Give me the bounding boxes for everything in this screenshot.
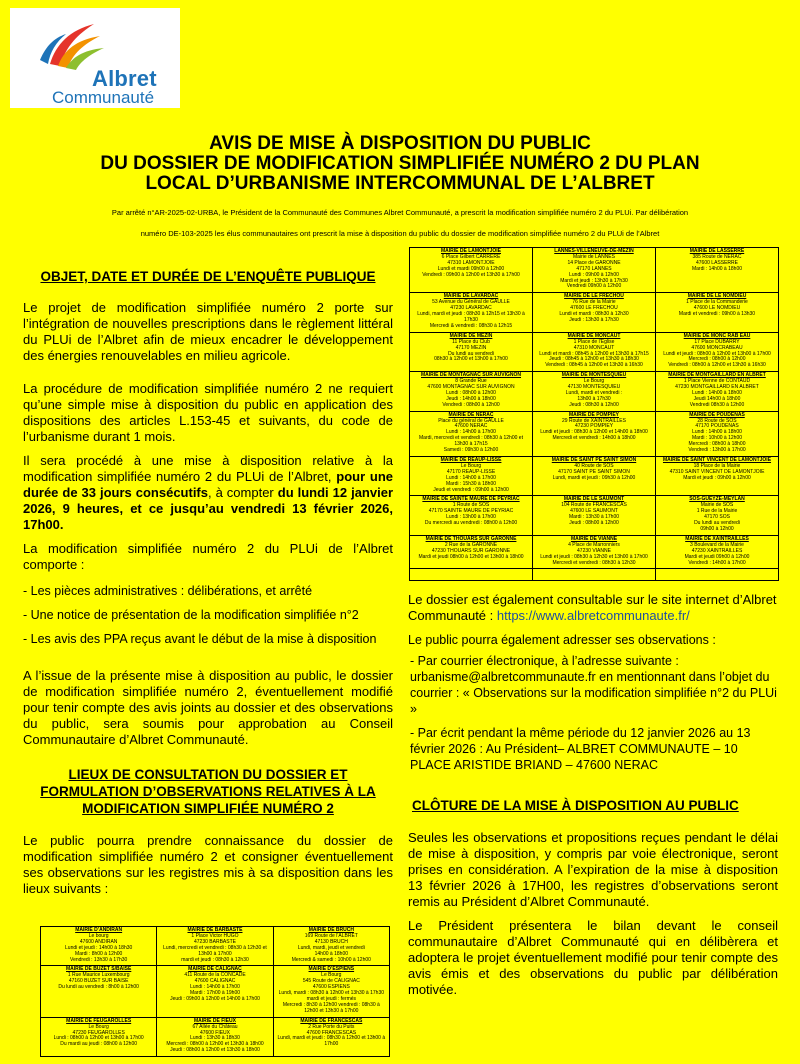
mairie-detail-line: Lundi, mardi et vendredi : <box>565 389 623 396</box>
mairie-detail-line: Vendredi : 08h45 à 12h00 et 13h30 à 16h30 <box>545 362 643 369</box>
mairie-detail-line: Lundi, mardi et jeudi : 09h30 à 12h00 <box>552 474 636 481</box>
mairie-name: MAIRIE DE FIEUX <box>194 1017 236 1024</box>
mairie-detail-line: 47170 REAUP-LISSE <box>446 468 496 475</box>
mairie-detail-line: 47600 MONTAGNAC SUR AUVIGNON <box>427 384 515 391</box>
mairie-detail-line: Lundi, mardi et jeudi : 08h30 à 12h15 et 13h30 à 17h30 <box>417 311 525 323</box>
mairie-detail-line: Lundi : 08h00 à 12h00 <box>446 389 496 396</box>
mairie-detail-line: 08h30 à 12h00 et 13h00 à 17h00 <box>434 356 508 363</box>
left-column <box>23 262 393 897</box>
mairie-detail-line: Mercredi et vendredi : 14h00 à 18h00 <box>552 435 636 442</box>
mairie-cell <box>533 372 656 411</box>
mairie-detail-line: Mercredi : 08h00 à 18h00 <box>688 441 746 448</box>
mairie-detail-line: 2 Rue Porte du Puits <box>308 1023 355 1030</box>
mairie-detail-line: 47600 FRANCESCAS <box>306 1029 357 1036</box>
table-row <box>410 248 779 293</box>
mairie-cell <box>533 332 656 371</box>
mairie-detail-line: 3 Boulevard de la Mairie <box>690 541 744 548</box>
mairie-detail-line: 47170 LANNES <box>576 265 612 272</box>
mairie-name: MAIRIE DE LAVARDAC <box>443 293 499 300</box>
mairie-name: MAIRIE DE MEZIN <box>449 332 493 339</box>
mairie-detail-line: Mercredi : 08h00 à 12h00 et 13h30 à 18h00 <box>166 1041 264 1048</box>
mairie-detail-line: 47310 LAMONTJOIE <box>447 259 495 266</box>
paragraph-projet: Le projet de modification simplifiée numéro 2 porte sur l’intégration de nouvelles prescriptions dans le règlement littéral du PLUi de l’Albret afin de mieux encadrer le développement des énergies renouvelables en milieu agricole. <box>23 300 393 363</box>
mairie-detail-line: 11 Place du Club <box>452 338 490 345</box>
table-row <box>410 372 779 411</box>
mairie-name: MAIRIE DE THOUARS SUR GARONNE <box>425 535 517 542</box>
observation-email: - Par courrier électronique, à l’adresse suivante : urbanisme@albretcommunaute.fr en mentionnant dans l’objet du courrier : « Observations sur la modification simplifiée n°2 du PLUi » <box>410 654 777 716</box>
table-row <box>410 569 779 581</box>
mairie-name: MAIRIE DE REAUP-LISSE <box>440 457 502 463</box>
mairie-detail-line: 47170 POUDENAS <box>695 423 739 430</box>
mairie-detail-line: Le Bourg <box>321 972 342 979</box>
website-link[interactable]: https://www.albretcommunaute.fr/ <box>496 608 690 623</box>
observation-courrier: - Par écrit pendant la même période du 12 janvier 2026 au 13 février 2026 : Au Président– ALBRET COMMUNAUTE – 10 PLACE ARISTIDE BRIAND – 47600 NERAC <box>410 726 751 772</box>
mairie-detail-line: Lundi et jeudi : 08h30 à 12h00 et 14h00 à 18h00 <box>540 429 648 436</box>
mairie-detail-line: 47130 MONTESQUIEU <box>567 384 621 391</box>
decree-line-1: Par arrêté n°AR-2025-02-URBA, le Président de la Communauté des Communes Albret Communauté, a prescrit la modification simplifiée numéro 2 du PLUi. Par délibération <box>111 208 689 217</box>
mairie-cell <box>41 966 157 1017</box>
mairie-name: MAIRIE DE SAINT VINCENT DE LAMONTJOIE <box>662 457 772 463</box>
mairie-detail-line: Mardi : 10h00 à 12h00 <box>691 435 743 442</box>
mairie-cell <box>533 411 656 456</box>
mairie-name: MAIRIE DE MONTGAILLARD EN ALBRET <box>668 372 766 379</box>
section-heading-lieux: LIEUX DE CONSULTATION DU DOSSIER ET FORMULATION D’OBSERVATIONS RELATIVES À LA MODIFICATION SIMPLIFIÉE NUMÉRO 2 <box>40 767 376 816</box>
mairie-cell <box>410 496 533 535</box>
decree-line-2: numéro DE-103-2025 les élus communautaires ont prescrit la mise à disposition du public du dossier de modification simplifiée numéro 2 du PLUi de l’Albret <box>140 229 660 238</box>
mairie-detail-line: Du lundi au vendredi : 8h00 à 12h00 <box>58 984 139 991</box>
mairie-detail-line: 8 Grande Rue <box>455 378 487 385</box>
mairie-cell <box>273 927 389 966</box>
mairie-detail-line: Mardi : 14h00 à 18h00 <box>691 265 743 272</box>
mairie-detail-line: Le Bourg <box>460 462 482 469</box>
decree-text <box>40 202 760 244</box>
mairie-cell <box>410 569 533 581</box>
mairie-name: MAIRIE DE LE SAUMONT <box>563 496 625 503</box>
table-row <box>410 457 779 496</box>
mairie-cell <box>410 411 533 456</box>
paragraph-bilan: Le Président présentera le bilan devant le conseil communautaire d’Albret Communauté qui en délibèrera et adoptera le projet éventuellement modifié pour tenir compte des avis émis et des observations du public par délibération motivée. <box>408 918 778 997</box>
mairie-cell <box>656 496 779 535</box>
mairie-detail-line: Lundi et jeudi : 08h00 à 12h00 et 13h00 à 17h00 <box>663 350 771 357</box>
table-row <box>410 496 779 535</box>
duree-text-b: pour une durée de 33 jours consécutifs <box>23 469 394 500</box>
document-list-item: - Une notice de présentation de la modification simplifiée n°2 <box>23 608 359 622</box>
mairie-detail-line: Lundi : 14h00 à 17h00 <box>190 984 240 991</box>
mairie-name: MAIRIE DE POMPIEY <box>568 411 619 418</box>
mairie-detail-line: Mairie de SOS <box>700 502 734 509</box>
mairie-cell <box>656 457 779 496</box>
mairie-detail-line: 47230 THOUARS SUR GARONNE <box>431 547 511 554</box>
duree-text-d: du lundi 12 janvier 2026, 9 heures, et ce jusqu’au vendredi 13 février 2026, 17h00. <box>23 485 393 532</box>
mairie-name: MAIRIE DE POUDENAS <box>689 411 745 418</box>
mairie-detail-line: Lundi, mercredi et vendredi : 08h30 à 12h30 et 13h00 à 17h00 <box>163 944 267 957</box>
mairie-cell <box>410 248 533 293</box>
section-heading-cloture: CLÔTURE DE LA MISE À DISPOSITION AU PUBLIC <box>412 798 739 813</box>
mairie-detail-line: Vendredi 08h30 à 12h00 <box>689 401 745 408</box>
mairie-name: MAIRIE DE NERAC <box>448 411 494 418</box>
mairie-detail-line: 14h00 à 18h00 <box>314 950 349 957</box>
mairie-detail-line: Du lundi au vendredi <box>694 520 740 527</box>
paragraph-duree <box>23 453 393 533</box>
mairie-detail-line: Mardi et vendredi : 09h00 à 13h30 <box>678 311 756 318</box>
mairie-cell <box>533 496 656 535</box>
mairie-detail-line: 1 Place de l’Eglise <box>573 338 615 345</box>
mairie-detail-line: Vendredi : 09h00 à 12h00 et 13h30 à 17h00 <box>422 271 520 278</box>
mairie-detail-line: 47310 MONCAUT <box>573 344 615 351</box>
mairie-cell <box>273 1017 389 1056</box>
mairie-detail-line: 47230 FEUGAROLLES <box>72 1029 125 1036</box>
mairie-detail-line: mardi et jeudi : 08h30 à 12h30 <box>181 956 249 963</box>
mairie-cell <box>41 1017 157 1056</box>
mairie-name: MAIRIE DE MONTAGNAC SUR AUVIGNON <box>421 372 521 379</box>
mairie-detail-line: Jeudi 14h00 à 18h00 <box>693 395 741 402</box>
mairie-name: MAIRIE DE MONC RAB EAU <box>683 332 751 339</box>
document-list <box>23 583 393 647</box>
mairie-detail-line: 13h00 à 17h30 <box>577 395 611 402</box>
mairies-table-right <box>409 247 779 581</box>
table-row <box>41 927 390 966</box>
mairie-detail-line: Mardi et jeudi 08h00 à 12h00 et 13h00 à 18h00 <box>418 553 524 560</box>
mairie-detail-line: 67 Allée du Château <box>192 1023 238 1030</box>
mairie-cell <box>533 569 656 581</box>
mairie-detail-line: Le Bourg <box>88 1023 109 1030</box>
mairie-detail-line: 47600 LE NOMDIEU <box>693 305 741 312</box>
mairie-detail-line: Mairie de LANNES <box>573 253 615 260</box>
mairie-detail-line: 28 Route de SOS <box>697 417 737 424</box>
duree-text-c: , à compter <box>208 485 278 500</box>
duree-text-a: Il sera procédé à une mise à disposition relative à la modification simplifiée numéro 2 du PLUi de l’Albret, <box>23 453 393 484</box>
mairie-detail-line: 47600 NERAC <box>454 423 488 430</box>
mairie-detail-line: Vendredi : 13h00 à 17h00 <box>688 447 746 454</box>
mairie-detail-line: Jeudi : 08h30 à 12h00 <box>569 401 619 408</box>
mairie-detail-line: Mardi, mercredi et vendredi : 08h30 à 12h00 et 13h30 à 17h15 <box>419 435 523 448</box>
mairie-cell <box>410 535 533 569</box>
mairie-detail-line: 47170 SAINT PE SAINT SIMON <box>558 468 630 475</box>
mairie-detail-line: Lundi : 14h00 à 17h00 <box>446 429 496 436</box>
mairie-detail-line: Lundi : 14h00 à 18h00 <box>692 389 742 396</box>
table-row <box>410 332 779 371</box>
mairie-cell <box>410 457 533 496</box>
notice-title <box>40 134 760 194</box>
mairie-cell <box>656 535 779 569</box>
mairie-detail-line: Mardi : 8h00 à 12h00 <box>75 950 123 957</box>
mairie-detail-line: Mercredi & samedi : 10h00 à 12h00 <box>291 956 371 963</box>
mairie-detail-line: Mardi : 13h30 à 17h00 <box>568 514 620 521</box>
mairie-detail-line: Lundi et mardi : 08h30 à 12h30 <box>559 311 629 318</box>
mairie-cell <box>410 372 533 411</box>
mairie-detail-line: Lundi, mardi : 08h30 à 12h00 et 13h30 à 17h30 mardi et jeudi : fermés <box>278 990 385 1002</box>
mairie-detail-line: Vendredi : 08h00 à 12h00 et 13h30 à 16h30 <box>668 362 766 369</box>
mairie-name: MAIRIE DE FRANCESCAS <box>300 1017 363 1024</box>
mairie-detail-line: 545 Route de CALIGNAC <box>302 978 360 985</box>
mairie-detail-line: Du mardi au jeudi : 08h00 à 12h00 <box>60 1041 138 1048</box>
mairie-detail-line: 17 Place DUBARRY <box>694 338 740 345</box>
mairie-cell <box>157 966 273 1017</box>
section-heading-objet: OBJET, DATE ET DURÉE DE L’ENQUÊTE PUBLIQUE <box>40 269 376 284</box>
mairie-name: MAIRIE DE LE FRECHOU <box>564 293 624 300</box>
mairie-cell <box>656 293 779 332</box>
mairie-cell <box>157 1017 273 1056</box>
mairie-detail-line: 1 Rue Maurice Luxembourg <box>67 972 130 979</box>
mairie-name: MAIRIE DE SAINTE MAURE DE PEYRIAC <box>422 496 520 503</box>
mairie-detail-line: Mercredi : 8h30 à 12h00 vendredi : 08h30 à 12h00 et 13h30 à 17h00 <box>282 1001 380 1014</box>
mairie-detail-line: 09h00 à 12h00 <box>700 525 734 532</box>
mairie-name: LANNES-VILLENEUVE-DE-MÉZIN <box>554 248 634 254</box>
logo-text-communaute: Communauté <box>52 88 155 107</box>
mairie-name: MAIRIE DE BUZET S/BAISE <box>66 966 132 973</box>
mairie-detail-line: 47130 BRUCH <box>314 938 348 945</box>
mairie-name: MAIRIE D’ESPIENS <box>308 966 355 973</box>
mairie-detail-line: Du lundi au vendredi <box>448 350 494 357</box>
mairie-detail-line: 76 Rue de la Mairie <box>572 299 616 306</box>
mairie-detail-line: Jeudi : 08h00 à 12h00 <box>569 520 619 527</box>
paragraph-site-internet <box>408 592 778 624</box>
mairie-cell <box>656 411 779 456</box>
mairie-detail-line: Mercredi & vendredi : 08h30 à 12h15 <box>429 322 513 329</box>
mairie-detail-line: Jeudi : 08h45 à 12h00 et 13h30 à 18h30 <box>549 356 639 363</box>
mairie-name: MAIRIE DE BRUCH <box>308 927 354 933</box>
mairie-cell <box>533 535 656 569</box>
mairie-detail-line: 47230 LAVARDAC <box>450 305 492 312</box>
mairie-name: MAIRIE DE MONTESQUIEU <box>561 372 627 379</box>
mairie-detail-line: 14 Place de GARONNE <box>567 259 621 266</box>
mairie-detail-line: Lundi : 09h00 à 12h00 <box>569 271 619 278</box>
mairie-cell <box>656 332 779 371</box>
mairie-detail-line: 2 Rue de la GARONNE <box>444 541 498 548</box>
mairie-detail-line: Mardi : 17h00 à 19h00 <box>189 990 241 997</box>
mairie-name: MAIRIE DE XAINTRAILLES <box>685 535 749 542</box>
paragraph-procedure: La procédure de modification simplifiée numéro 2 ne requiert qu’une simple mise à disposition du public en application des dispositions des articles L.153-45 et suivants, du code de l’urbanisme durant 1 mois. <box>23 381 393 444</box>
mairie-detail-line: 40 Route de SOS <box>574 462 614 469</box>
table-row <box>410 535 779 569</box>
mairie-detail-line: Le bourg <box>88 932 109 939</box>
mairie-detail-line: Lundi : 14h00 à 18h00 <box>692 429 742 436</box>
mairie-name: MAIRIE DE VIANNE <box>570 535 618 542</box>
mairie-detail-line: Mercredi et vendredi : 08h30 à 12h30 <box>552 559 636 566</box>
mairie-detail-line: Lundi : 13h30 à 18h30 <box>190 1035 240 1042</box>
mairie-detail-line: 104 Route de FRANCESCAS <box>561 502 627 509</box>
mairie-name: MAIRIE DE SAINT PE SAINT SIMON <box>551 457 637 463</box>
mairie-cell <box>410 332 533 371</box>
mairie-detail-line: 47230 POMPIEY <box>574 423 614 430</box>
mairie-detail-line: Jeudi : 09h00 à 12h00 et 14h00 à 17h00 <box>170 995 260 1002</box>
mairie-detail-line: 1 Rue de la Mairie <box>696 508 738 515</box>
mairie-detail-line: Samedi : 09h30 à 12h00 <box>443 447 499 454</box>
mairie-detail-line: Lundi et jeudi : 14h00 à 18h30 <box>65 944 133 951</box>
document-list-item: - Les avis des PPA reçus avant le début de la mise à disposition <box>23 632 377 646</box>
mairie-detail-line: 47230 VIANNE <box>577 547 611 554</box>
title-line-1: AVIS DE MISE À DISPOSITION DU PUBLIC <box>209 133 591 154</box>
mairie-detail-line: 53 Avenue du Général de GAULLE <box>432 299 510 306</box>
title-line-3: LOCAL D’URBANISME INTERCOMMUNAL DE L’ALBRET <box>145 173 655 194</box>
mairie-name: MAIRIE DE LASSERRE <box>689 248 745 254</box>
mairie-detail-line: 6 Place Gilbert CARRERE <box>441 253 501 260</box>
mairie-detail-line: Vendredi : 08h00 à 12h00 <box>442 401 500 408</box>
mairie-cell <box>533 457 656 496</box>
paragraph-lieux: Le public pourra prendre connaissance du dossier de modification simplifiée numéro 2 et consigner éventuellement ses observations sur les registres mis à sa disposition dans les lieux suivants : <box>23 833 393 896</box>
mairie-detail-line: 1 Place Vienne de CONTAUD <box>683 378 751 385</box>
mairie-detail-line: 169 Route de l’ALBRET <box>304 932 358 939</box>
mairie-cell <box>41 927 157 966</box>
mairie-detail-line: Jeudi : 14h00 à 18h00 <box>446 395 496 402</box>
mairie-detail-line: Jeudi : 13h30 à 17h30 <box>569 316 619 323</box>
mairie-cell <box>656 372 779 411</box>
mairie-detail-line: 385 Route de NERAC <box>692 253 742 260</box>
mairie-detail-line: 47170 SOS <box>704 514 730 521</box>
mairie-detail-line: 47600 LASSERRE <box>696 259 738 266</box>
mairie-detail-line: 1 Place Victor HUGO <box>191 932 239 939</box>
mairie-detail-line: Lundi, mardi et jeudi : 08h30 à 12h00 et 13h00 à 17h00 <box>277 1035 386 1048</box>
mairie-detail-line: 47170 MEZIN <box>455 344 487 351</box>
paragraph-issue: A l’issue de la présente mise à disposition au public, le dossier de modification simplifiée numéro 2, éventuellement modifié pour tenir compte des avis joints au dossier et des observations du public, sera soumis pour approbation au Conseil Communautaire d’Albret Communauté. <box>23 668 393 747</box>
mairie-detail-line: Du mercredi au vendredi : 08h00 à 12h00 <box>424 520 518 527</box>
mairie-detail-line: 47170 SAINTE MAURE DE PEYRIAC <box>428 508 514 515</box>
mairie-detail-line: 47600 ESPIENS <box>312 984 350 991</box>
mairie-name: MAIRIE DE BARBASTE <box>187 927 243 933</box>
mairie-detail-line: 18 Place de la Mairie <box>693 462 741 469</box>
mairie-detail-line: Vendredi : 13h30 à 17h30 <box>70 956 128 963</box>
mairie-detail-line: Mardi et jeudi : 13h30 à 17h30 <box>560 277 628 284</box>
mairie-name: MAIRIE DE LAMONTJOIE <box>440 248 501 254</box>
table-row <box>41 966 390 1017</box>
mairie-cell <box>656 569 779 581</box>
mairie-detail-line: 47600 LE SAUMONT <box>570 508 618 515</box>
mairie-name: MAIRIE DE CALIGNAC <box>188 966 242 973</box>
mairie-detail-line: Mardi : 15h30 à 18h00 <box>445 480 497 487</box>
logo-swoosh-icon <box>38 20 108 70</box>
mairie-detail-line: Mercredi : 08h00 à 12h00 <box>688 356 746 363</box>
mairie-detail-line: 47230 BARBASTE <box>194 938 236 945</box>
mairie-detail-line: 47230 XAINTRAILLES <box>691 547 743 554</box>
title-line-2: DU DOSSIER DE MODIFICATION SIMPLIFIÉE NUMÉRO 2 DU PLAN <box>100 153 700 174</box>
mairie-detail-line: Mardi et jeudi 09h00 à 12h00 <box>684 553 750 560</box>
mairie-cell <box>533 248 656 293</box>
mairie-detail-line: Lundi et jeudi : 08h30 à 12h30 et 13h00 à 17h00 <box>540 553 648 560</box>
mairie-detail-line: Lundi et mardi 09h00 à 12h00 <box>437 265 505 272</box>
mairie-detail-line: 47600 ANDIRAN <box>79 938 118 945</box>
site-internet-text: Le dossier est également consultable sur le site internet d’Albret Communauté : <box>408 592 777 623</box>
mairie-cell <box>656 248 779 293</box>
mairie-name: MAIRIE D’ANDIRAN <box>75 927 123 933</box>
mairie-cell <box>410 293 533 332</box>
mairie-detail-line: 47600 LE FRECHOU <box>570 305 618 312</box>
mairie-detail-line: 1 Route de SOS <box>452 502 490 509</box>
mairie-detail-line: 47600 MONCRABEAU <box>691 344 743 351</box>
mairie-detail-line: 47600 CALIGNAC <box>194 978 236 985</box>
mairie-detail-line: Lundi : 14h00 à 17h00 <box>446 474 496 481</box>
mairie-detail-line: Jeudi : 08h00 à 12h00 et 13h30 à 18h00 <box>170 1047 260 1054</box>
right-column <box>408 592 778 998</box>
paragraph-cloture: Seules les observations et propositions reçues pendant le délai de mise à disposition, y compris par voie électronique, seront prises en considération. A l’expiration de la mise à disposition 13 février 2026 à 17H00, les registres d’observations seront remis au Président d’Albret Communauté. <box>408 830 778 909</box>
mairie-name: MAIRIE DE LE NOMDIEU <box>687 293 747 300</box>
paragraph-observations: Le public pourra également adresser ses observations : <box>408 633 716 647</box>
albret-logo <box>10 8 180 108</box>
mairie-cell <box>273 966 389 1017</box>
mairie-detail-line: 47310 SAINT VINCENT DE LAMONTJOIE <box>669 468 765 475</box>
table-row <box>41 1017 390 1056</box>
mairie-detail-line: Vendredi : 14h00 à 17h00 <box>688 559 746 566</box>
mairie-detail-line: 4 Place de Marronniers <box>568 541 620 548</box>
mairie-cell <box>533 293 656 332</box>
mairie-detail-line: Lundi, mardi, jeudi et vendredi <box>297 944 365 951</box>
mairie-name: MAIRIE DE FEUGAROLLES <box>66 1017 132 1024</box>
mairies-table-left <box>40 926 390 1057</box>
mairie-detail-line: 411 Route de la CONCADE <box>184 972 246 979</box>
mairie-name: SOS-GUEYZE-MEYLAN <box>689 496 745 503</box>
paragraph-comporte: La modification simplifiée numéro 2 du PLUi de l’Albret comporte : <box>23 541 393 572</box>
table-row <box>410 411 779 456</box>
mairie-detail-line: 47230 MONTGAILLARD EN ALBRET <box>675 384 759 391</box>
mairie-detail-line: Vendredi 09h00 à 12h00 <box>566 283 622 290</box>
mairie-cell <box>157 927 273 966</box>
mairie-detail-line: 47160 BUZET SUR BAISE <box>68 978 129 985</box>
table-row <box>410 293 779 332</box>
mairie-detail-line: Lundi : 08h00 à 12h00 et 13h00 à 17h00 <box>53 1035 144 1042</box>
mairie-detail-line: Jeudi et vendredi : 09h00 à 12h00 <box>433 486 509 493</box>
document-list-item: - Les pièces administratives : délibérations, et arrêté <box>23 584 313 598</box>
mairie-detail-line: Place du général de GAULLE <box>438 417 504 424</box>
logo-text-albret: Albret <box>92 66 157 91</box>
mairie-detail-line: Le Bourg <box>583 378 605 385</box>
mairie-detail-line: Lundi et mardi : 08h45 à 12h00 et 13h30 à 17h15 <box>539 350 649 357</box>
mairie-detail-line: Mardi et jeudi : 09h00 à 12h00 <box>683 474 751 481</box>
mairie-detail-line: 29 Route de XAINTRAILLES <box>562 417 626 424</box>
mairie-detail-line: Lundi : 13h00 à 17h00 <box>446 514 496 521</box>
mairie-detail-line: 47600 FIEUX <box>199 1029 230 1036</box>
mairie-name: MAIRIE DE MONCAUT <box>567 332 621 339</box>
mairie-detail-line: 1 Place de la Commanderie <box>686 299 748 306</box>
